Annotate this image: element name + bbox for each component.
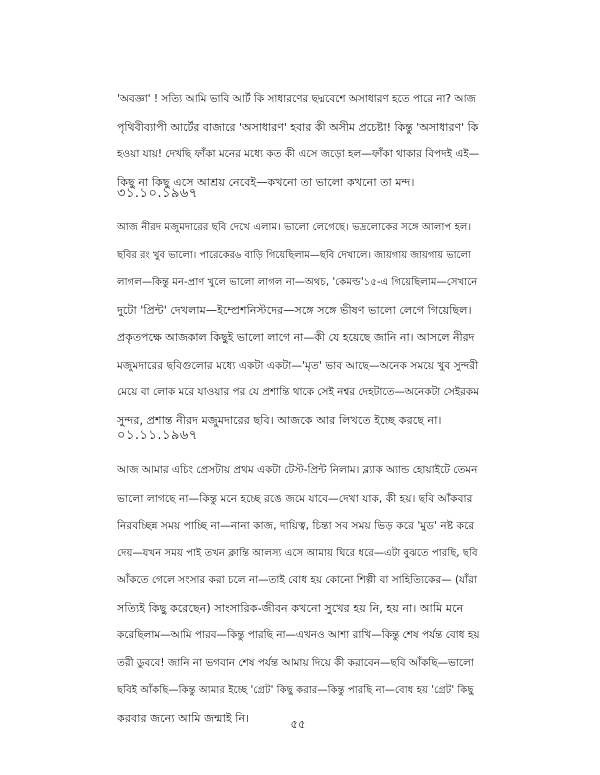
text-line: সুন্দর, প্রশান্ত নীরদ মজুমদারের ছবি। আজকে আর লিখতে ইচ্ছে করছে না। [117, 413, 442, 427]
intro-paragraph [117, 86, 479, 196]
text-line: করেছিলাম—আমি পারব—কিন্তু পারছি না—এখনও আশা রাখি—কিন্তু শেষ পর্যন্ত বোধ হয় [117, 629, 479, 641]
page-number: ৫৫ [290, 717, 306, 731]
entry-paragraph [117, 214, 479, 434]
entry-paragraph [117, 457, 479, 732]
text-line: 'অবজ্ঞা' ! সত্যি আমি ভাবি আর্ট কি সাধারণের ছদ্মবেশে অসাধারণ হতে পারে না? আজ [117, 93, 476, 105]
text-line: লাগল—কিন্তু মন-প্রাণ খুলে ভালো লাগল না—অথচ, 'কেমল্ড'১৫-এ গিয়েছিলাম—সেখানে [117, 277, 478, 288]
text-line: মজুমদারের ছবিগুলোর মধ্যে একটা একটা—'মৃত' ভাব আছে—অনেক সময়ে খুব সুন্দরী [117, 358, 479, 372]
text-line: আঁকতে গেলে সংসার করা চলে না—তাই বোধ হয় কোনো শিল্পী বা সাহিত্যিকের— (যাঁরা [117, 574, 477, 586]
entry-date-heading: ০১.১১.১৯৬৭ [117, 428, 198, 443]
text-line: করবার জন্যে আমি জন্মাই নি। [117, 711, 250, 725]
text-line: কিছু না কিছু এসে আশ্রয় নেবেই—কখনো তা ভালো কখনো তা মন্দ। [117, 175, 415, 189]
text-line: তরী ডুববে! জানি না ভগবান শেষ পর্যন্ত আমায় দিয়ে কী করাবেন—ছবি আঁকছি—ভালো [117, 656, 474, 669]
text-line: ছবিই আঁকছি—কিন্তু আমার ইচ্ছে 'গ্রেট' কিছু করার—কিন্তু পারছি না—বোধ হয় 'গ্রেট' কিছু [117, 685, 474, 696]
text-line: মেয়ে বা লোক মরে যাওয়ার পর যে প্রশান্তি থাকে সেই নশ্বর দেহটাতে—অনেকটা সেইরকম [117, 386, 479, 398]
text-line: ভালো লাগছে না—কিন্তু মনে হচ্ছে রঙে জমে যাবে—দেখা যাক, কী হয়। ছবি আঁকবার [117, 491, 473, 505]
text-line: হওয়া যায়! দেখছি ফাঁকা মনের মধ্যে কত কী এসে জড়ো হল—ফাঁকা থাকার বিপদই এই— [117, 148, 479, 160]
text-line: সত্যিই কিছু করেছেন) সাংসারিক-জীবন কখনো সুখের হয় নি, হয় না। আমি মনে [117, 601, 464, 615]
text-line: আজ নীরদ মজুমদারের ছবি দেখে এলাম। ভালো লেগেছে। ভদ্রলোকের সঙ্গে আলাপ হল। [117, 222, 472, 233]
entry-date-heading: ৩১.১০.১৯৬৭ [117, 186, 198, 201]
text-line: পৃথিবীব্যাপী আর্টের বাজারে 'অসাধারণ' হবার কী অসীম প্রচেষ্টা! কিন্তু 'অসাধারণ' কি [117, 120, 479, 134]
text-line: আজ আমার এচিং প্রেসটায় প্রথম একটা টেস্ট-প্রিন্ট নিলাম। ব্ল্যাক অ্যান্ড হোয়াইটে তেমন [117, 464, 478, 476]
text-line: নিরবচ্ছিন্ন সময় পাচ্ছি না—নানা কাজ, দায়িত্ব, চিন্তা সব সময় ভিড় করে 'মুড' নষ্ট করে [117, 519, 475, 532]
text-line: দেয়—যখন সময় পাই তখন ক্লান্তি আলস্য এসে আমায় ঘিরে ধরে—এটা বুঝতে পারছি, ছবি [117, 547, 478, 559]
text-line: ছবির রং খুব ভালো। পারেকের৬ বাড়ি গিয়েছিলাম—ছবি দেখালে। জায়গায় জায়গায় ভালো [117, 249, 471, 261]
text-line: দুটো 'প্রিন্ট' দেখলাম—ইম্প্রেশনিস্টদের—সঙ্গে সঙ্গে ভীষণ ভালো লেগে গিয়েছিল। [117, 303, 472, 317]
text-line: প্রকৃতপক্ষে আজকাল কিছুই ভালো লাগে না—কী যে হয়েছে জানি না। আসলে নীরদ [117, 331, 475, 344]
